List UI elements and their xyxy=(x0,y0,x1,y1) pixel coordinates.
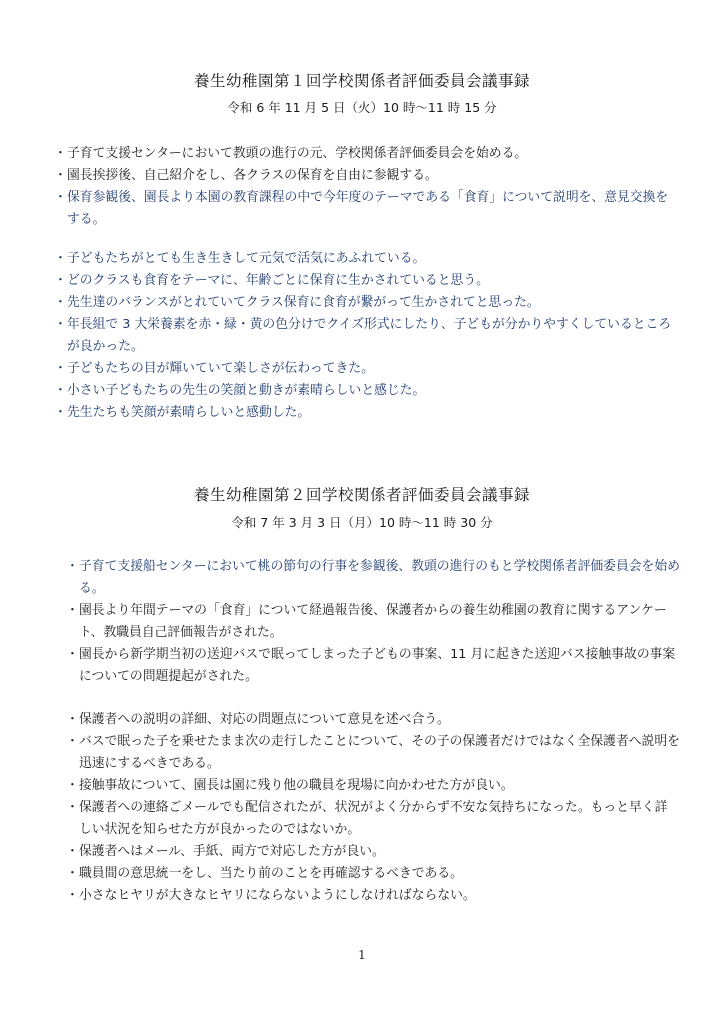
proceeding-item: ・ 園長挨拶後、自己紹介をし、各クラスの保育を自由に参観する。 xyxy=(54,165,679,187)
proceeding-item: ・ 子育て支援船センターにおいて桃の節句の行事を参観後、教頭の進行のもと学校関係者評価委員会を始める。 xyxy=(66,556,680,600)
bullet: ・ xyxy=(54,405,67,420)
proceeding-item: ・ 園長より年間テーマの「食育」について経過報告後、保護者からの養生幼稚園の教育に関するアンケート、教職員自己評価報告がされた。 xyxy=(66,600,680,644)
comment-item: ・ 子どもたちの目が輝いていて楽しさが伝わってきた。 xyxy=(54,358,679,380)
comment-item: ・ 接触事故について、園長は園に残り他の職員を現場に向かわせた方が良い。 xyxy=(66,775,680,797)
minutes-title-2: 養生幼稚園第２回学校関係者評価委員会議事録 xyxy=(193,486,530,504)
page-number: 1 xyxy=(358,948,366,962)
bullet: ・ xyxy=(54,168,67,183)
comment-item: ・ 保護者への連絡ごメールでも配信されたが、状況がよく分からず不安な気持ちになった。もっと早く詳しい状況を知らせた方が良かったのではないか。 xyxy=(66,797,680,841)
proceeding-item: ・ 子育て支援センターにおいて教頭の進行の元、学校関係者評価委員会を始める。 xyxy=(54,143,679,165)
comment-item: ・ バスで眠った子を乗せたまま次の走行したことについて、その子の保護者だけではなく全保護者へ説明を迅速にするべきである。 xyxy=(66,731,680,775)
comment-item: ・ 子どもたちがとても生き生きして元気で活気にあふれている。 xyxy=(54,248,679,270)
bullet: ・ xyxy=(66,888,79,903)
bullet: ・ xyxy=(66,647,79,662)
bullet: ・ xyxy=(54,273,67,288)
bullet: ・ xyxy=(54,295,67,310)
proceeding-item: ・ 園長から新学期当初の送迎バスで眠ってしまった子どもの事案、11 月に起きた送迎バス接触事故の事案についての問題提起がされた。 xyxy=(66,644,680,688)
bullet: ・ xyxy=(66,800,79,815)
bullet: ・ xyxy=(66,734,79,749)
bullet: ・ xyxy=(66,778,79,793)
comment-item: ・ 先生たちも笑顔が素晴らしいと感動した。 xyxy=(54,402,679,424)
comment-item: ・ 小さい子どもたちの先生の笑顔と動きが素晴らしいと感じた。 xyxy=(54,380,679,402)
comment-item: ・ 職員間の意思統一をし、当たり前のことを再確認するべきである。 xyxy=(66,863,680,885)
comment-item: ・ 年長組で 3 大栄養素を赤・緑・黄の色分けでクイズ形式にしたり、子どもが分かりやすくしているところが良かった。 xyxy=(54,314,679,358)
bullet: ・ xyxy=(66,712,79,727)
proceeding-item: ・ 保育参観後、園長より本園の教育課程の中で今年度のテーマである「食育」について説明を、意見交換をする。 xyxy=(54,187,679,231)
minutes-title-1: 養生幼稚園第１回学校関係者評価委員会議事録 xyxy=(193,72,530,90)
bullet: ・ xyxy=(54,383,67,398)
bullet: ・ xyxy=(66,603,79,618)
bullet: ・ xyxy=(54,317,67,332)
bullet: ・ xyxy=(54,251,67,266)
bullet: ・ xyxy=(66,844,79,859)
comment-item: ・ 小さなヒヤリが大きなヒヤリにならないようにしなければならない。 xyxy=(66,885,680,907)
meeting-date-2: 令和 7 年 3 月 3 日（月）10 時～11 時 30 分 xyxy=(231,515,493,530)
comment-item: ・ 先生達のバランスがとれていてクラス保育に食育が繋がって生かされてと思った。 xyxy=(54,292,679,314)
bullet: ・ xyxy=(66,559,79,574)
bullet: ・ xyxy=(54,190,67,205)
bullet: ・ xyxy=(54,361,67,376)
meeting-date-1: 令和 6 年 11 月 5 日（火）10 時～11 時 15 分 xyxy=(227,100,497,115)
comment-item: ・ 保護者へはメール、手紙、両方で対応した方が良い。 xyxy=(66,841,680,863)
comment-item: ・ 保護者への説明の詳細、対応の問題点について意見を述べ合う。 xyxy=(66,709,680,731)
bullet: ・ xyxy=(66,866,79,881)
comment-item: ・ どのクラスも食育をテーマに、年齢ごとに保育に生かされていると思う。 xyxy=(54,270,679,292)
bullet: ・ xyxy=(54,146,67,161)
